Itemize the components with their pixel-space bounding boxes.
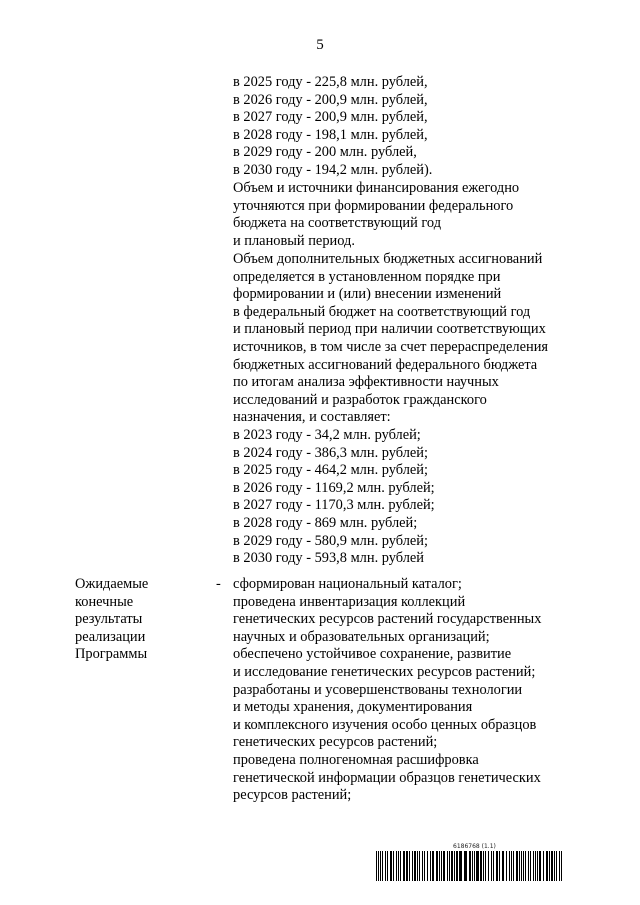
paragraph-line: исследований и разработок гражданского	[233, 391, 487, 408]
document-stamp: 6186768 (1.1)	[453, 843, 496, 850]
additional-allocations-paragraph	[233, 251, 593, 427]
paragraph-line: и плановый период при наличии соответствующих	[233, 321, 546, 338]
result-line: и исследование генетических ресурсов растений;	[233, 663, 536, 680]
additional-year-line: в 2027 году - 1170,3 млн. рублей;	[233, 497, 435, 514]
result-line: проведена полногеномная расшифровка	[233, 751, 479, 768]
expected-results-label	[75, 576, 215, 664]
paragraph-line: в федеральный бюджет на соответствующий год	[233, 303, 531, 320]
result-line: обеспечено устойчивое сохранение, развитие	[233, 646, 512, 663]
additional-year-line: в 2030 году - 593,8 млн. рублей	[233, 550, 425, 567]
result-line: разработаны и усовершенствованы технологии	[233, 681, 523, 698]
additional-year-line: в 2024 году - 386,3 млн. рублей;	[233, 444, 429, 461]
result-line: и методы хранения, документирования	[233, 699, 473, 716]
financing-line: в 2028 году - 198,1 млн. рублей,	[233, 126, 428, 143]
label-line: результаты	[75, 611, 143, 628]
paragraph-line: Объем и источники финансирования ежегодно	[233, 180, 520, 196]
paragraph-line: назначения, и составляет:	[233, 409, 391, 426]
result-line: и комплексного изучения особо ценных образцов	[233, 716, 537, 733]
result-line: сформирован национальный каталог;	[233, 576, 462, 592]
label-line: реализации	[75, 628, 146, 645]
expected-results-list	[233, 576, 593, 805]
paragraph-line: Объем дополнительных бюджетных ассигнований	[233, 251, 543, 267]
page-number: 5	[316, 37, 324, 53]
financing-line: в 2026 году - 200,9 млн. рублей,	[233, 91, 428, 108]
label-line: Программы	[75, 646, 148, 663]
paragraph-line: бюджета на соответствующий год	[233, 215, 442, 232]
barcode-image	[376, 851, 566, 881]
result-line: генетической информации образцов генетических	[233, 769, 541, 786]
result-line: генетических ресурсов растений;	[233, 734, 438, 751]
financing-line: в 2029 году - 200 млн. рублей,	[233, 144, 417, 161]
additional-year-line: в 2025 году - 464,2 млн. рублей;	[233, 462, 429, 479]
label-line: конечные	[75, 593, 134, 610]
volume-sources-paragraph	[233, 180, 593, 250]
paragraph-line: определяется в установленном порядке при	[233, 268, 501, 285]
result-line: ресурсов растений;	[233, 787, 352, 804]
paragraph-line: и плановый период.	[233, 232, 355, 249]
paragraph-line: формировании и (или) внесении изменений	[233, 286, 502, 303]
paragraph-line: по итогам анализа эффективности научных	[233, 374, 499, 391]
additional-year-line: в 2028 году - 869 млн. рублей;	[233, 514, 418, 531]
paragraph-line: источников, в том числе за счет перераспределения	[233, 338, 549, 355]
label-line: Ожидаемые	[75, 576, 149, 592]
financing-line: в 2030 году - 194,2 млн. рублей).	[233, 161, 433, 178]
financing-line: в 2027 году - 200,9 млн. рублей,	[233, 109, 428, 126]
additional-year-line: в 2023 году - 34,2 млн. рублей;	[233, 427, 421, 443]
additional-by-year-list	[233, 427, 593, 568]
additional-year-line: в 2029 году - 580,9 млн. рублей;	[233, 532, 429, 549]
financing-line: в 2025 году - 225,8 млн. рублей,	[233, 74, 428, 90]
paragraph-line: бюджетных ассигнований федерального бюджета	[233, 356, 538, 373]
additional-year-line: в 2026 году - 1169,2 млн. рублей;	[233, 479, 435, 496]
paragraph-line: уточняются при формировании федерального	[233, 197, 514, 214]
result-line: генетических ресурсов растений государственных	[233, 611, 542, 628]
result-line: проведена инвентаризация коллекций	[233, 593, 466, 610]
result-line: научных и образовательных организаций;	[233, 628, 490, 645]
financing-2025-2030-list	[233, 74, 593, 180]
results-dash: -	[216, 576, 221, 592]
